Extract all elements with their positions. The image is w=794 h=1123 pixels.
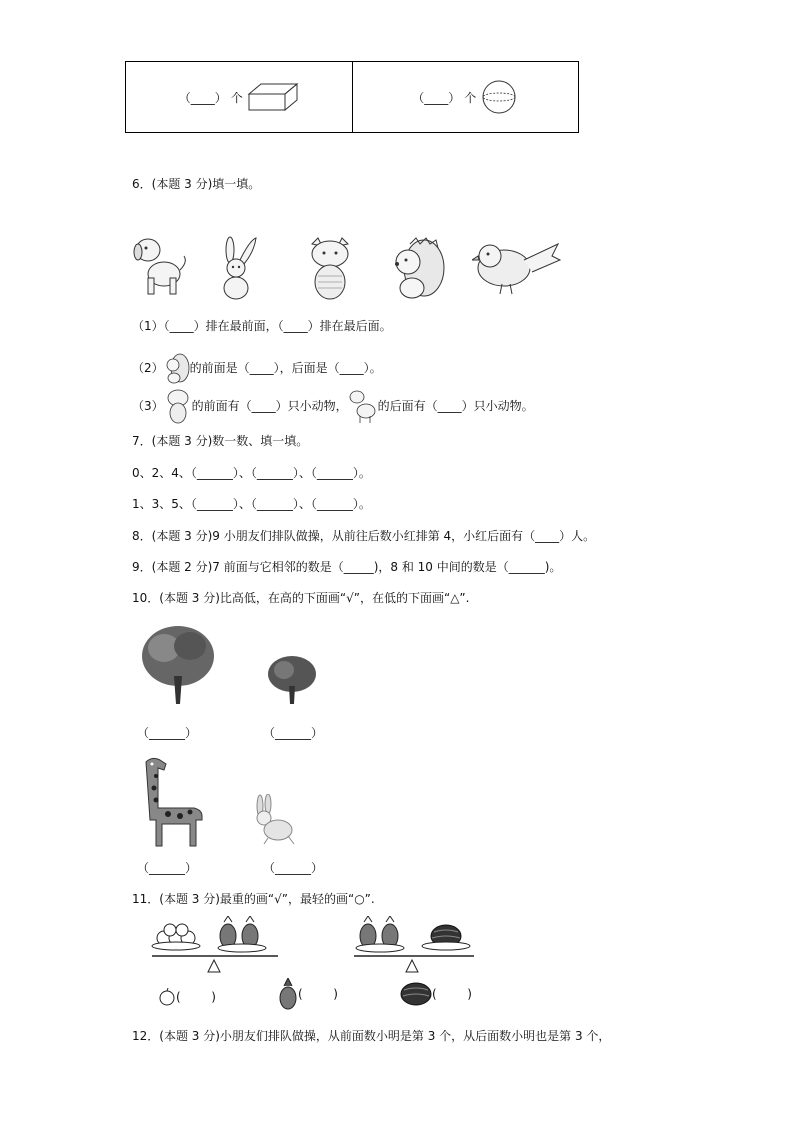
- question-6-title: 6．(本题 3 分)填一填。: [132, 177, 261, 191]
- unit-label: 个: [464, 90, 477, 105]
- blank-rabbit[interactable]: （______）: [263, 861, 324, 875]
- table-cell-cuboid: [126, 62, 353, 133]
- cat-icon: [304, 236, 356, 302]
- answer-watermelon: [400, 982, 472, 1006]
- answer-pineapple: [278, 978, 338, 1010]
- line-text: 的前面有（____）只小动物，: [191, 399, 348, 413]
- rabbit-icon: [216, 236, 260, 302]
- pineapple-icon: [278, 978, 298, 1010]
- blank-tall-tree[interactable]: （______）: [137, 726, 198, 740]
- question-6-line-3: [132, 388, 534, 424]
- balance-scale-left: [150, 916, 280, 976]
- question-9: 9．(本题 2 分)7 前面与它相邻的数是（_____)，8 和 10 中间的数是（______)。: [132, 560, 562, 574]
- question-7-line-2: 1、3、5、（______）、（______）、（______）。: [132, 497, 371, 511]
- blank-giraffe[interactable]: （______）: [137, 861, 198, 875]
- bird-icon: [472, 238, 562, 300]
- dog-icon: [348, 388, 378, 424]
- table-cell-sphere: [352, 62, 579, 133]
- animal-row: [132, 232, 562, 304]
- balance-scale-right: [352, 916, 476, 976]
- line-text: 的前面是（____），后面是（____）。: [189, 361, 382, 375]
- question-6-line-1: （1）（____）排在最前面，（____）排在最后面。: [132, 319, 392, 333]
- question-10-title: 10．(本题 3 分)比高低，在高的下面画“√”，在低的下面画“△”.: [132, 591, 470, 605]
- blank-short-tree[interactable]: （______）: [263, 726, 324, 740]
- rabbit-icon: [248, 794, 298, 846]
- blank-pineapple[interactable]: ( ): [298, 987, 338, 1001]
- unit-label: 个: [230, 90, 243, 105]
- blank-watermelon[interactable]: ( ): [432, 987, 472, 1001]
- line-text: 的后面有（____）只小动物。: [377, 399, 534, 413]
- cat-icon: [164, 388, 192, 424]
- question-7-title: 7．(本题 3 分)数一数、填一填。: [132, 434, 309, 448]
- hedgehog-icon: [164, 351, 190, 385]
- question-6-line-2: [132, 351, 382, 385]
- tall-tree-icon: [140, 624, 216, 708]
- watermelon-icon: [400, 982, 432, 1006]
- answer-apple: [158, 988, 216, 1006]
- line-prefix: （3）: [132, 399, 164, 413]
- dog-icon: [132, 234, 188, 298]
- blank-apple[interactable]: ( ): [176, 990, 216, 1004]
- sphere-icon: [480, 80, 518, 114]
- shape-count-table: [125, 61, 579, 133]
- blank[interactable]: （____）: [178, 90, 227, 105]
- question-8: 8．(本题 3 分)9 小朋友们排队做操，从前往后数小红排第 4，小红后面有（____）人。: [132, 529, 596, 543]
- short-tree-icon: [266, 654, 318, 706]
- apple-icon: [158, 988, 176, 1006]
- line-prefix: （2）: [132, 361, 164, 375]
- blank[interactable]: （____）: [412, 90, 461, 105]
- question-7-line-1: 0、2、4、（______）、（______）、（______）。: [132, 466, 371, 480]
- question-12: 12．(本题 3 分)小朋友们排队做操，从前面数小明是第 3 个，从后面数小明也是第 3 个，: [132, 1029, 611, 1043]
- cuboid-icon: [247, 82, 299, 112]
- hedgehog-icon: [390, 234, 446, 302]
- question-11-title: 11．(本题 3 分)最重的画“√”，最轻的画“○”.: [132, 892, 375, 906]
- giraffe-icon: [136, 754, 208, 848]
